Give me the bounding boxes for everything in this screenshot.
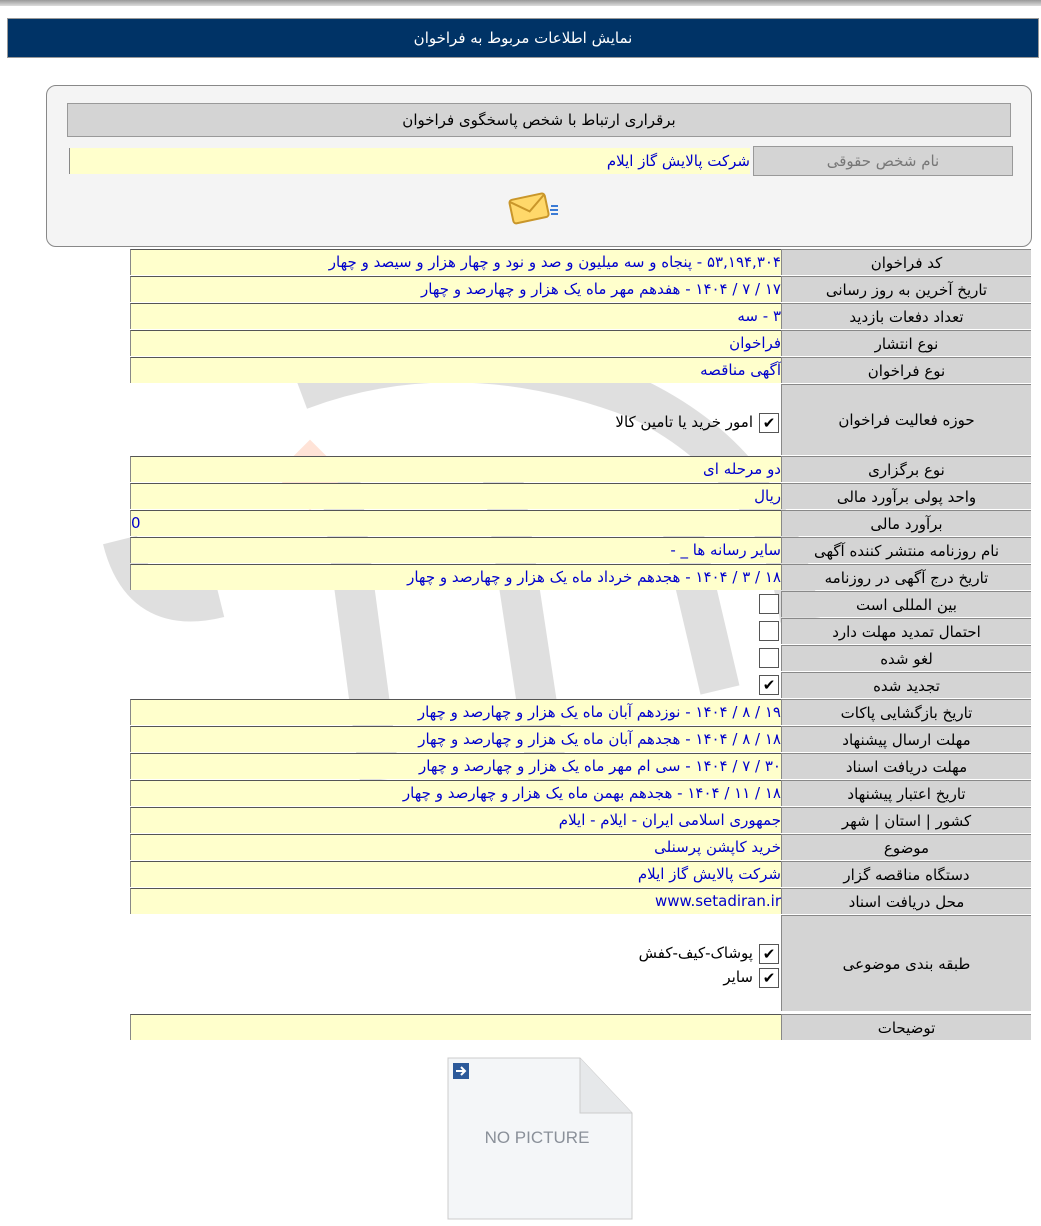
row-value: ۱۸ / ۸ / ۱۴۰۴ - هجدهم آبان ماه یک هزار و چهارصد و چهار (130, 726, 781, 752)
no-picture-text: NO PICTURE (484, 1128, 590, 1147)
table-row (130, 618, 1031, 644)
row-label: واحد پولی برآورد مالی (781, 483, 1031, 509)
no-picture-image (445, 1055, 635, 1222)
row-label: نوع فراخوان (781, 357, 1031, 383)
table-row (130, 834, 1031, 860)
row-label: نام روزنامه منتشر کننده آگهی (781, 537, 1031, 563)
row-value: ۱۸ / ۳ / ۱۴۰۴ - هجدهم خرداد ماه یک هزار و چهارصد و چهار (130, 564, 781, 590)
table-row (130, 276, 1031, 302)
row-value: جمهوری اسلامی ایران - ایلام - ایلام (130, 807, 781, 833)
row-value: 0 (130, 510, 781, 536)
row-label: کشور | استان | شهر (781, 807, 1031, 833)
row-value: فراخوان (130, 330, 781, 356)
row-label: تاریخ اعتبار پیشنهاد (781, 780, 1031, 806)
documents-link[interactable]: www.setadiran.ir (130, 888, 781, 914)
table-row (130, 357, 1031, 383)
row-value: سایر رسانه ها _ - (130, 537, 781, 563)
row-value (130, 672, 781, 698)
row-value: ۵۳,۱۹۴,۳۰۴ - پنجاه و سه میلیون و صد و نود و چهار هزار و سیصد و چهار (130, 249, 781, 275)
row-value (130, 591, 781, 617)
row-label: احتمال تمدید مهلت دارد (781, 618, 1031, 644)
row-label: مهلت دریافت اسناد (781, 753, 1031, 779)
legal-entity-label: نام شخص حقوقی (753, 146, 1013, 176)
category-item-label: سایر (723, 968, 753, 986)
details-table (130, 249, 1031, 1041)
category-item (130, 965, 781, 989)
row-label: تاریخ درج آگهی در روزنامه (781, 564, 1031, 590)
table-row (130, 303, 1031, 329)
table-row (130, 861, 1031, 887)
row-label: تجدید شده (781, 672, 1031, 698)
table-row (130, 249, 1031, 275)
table-row (130, 645, 1031, 671)
table-row (130, 1014, 1031, 1040)
top-border (0, 0, 1041, 6)
table-row (130, 753, 1031, 779)
category-checkbox[interactable]: ✔ (759, 944, 779, 964)
table-row (130, 483, 1031, 509)
category-item (130, 941, 781, 965)
row-value (130, 645, 781, 671)
table-row (130, 807, 1031, 833)
row-label: لغو شده (781, 645, 1031, 671)
row-label: برآورد مالی (781, 510, 1031, 536)
description-value (130, 1014, 781, 1040)
table-row (130, 699, 1031, 725)
category-checkbox[interactable]: ✔ (759, 968, 779, 988)
row-value (130, 384, 781, 455)
row-label: نوع انتشار (781, 330, 1031, 356)
contact-title: برقراری ارتباط با شخص پاسخگوی فراخوان (67, 103, 1011, 137)
row-label: تاریخ آخرین به روز رسانی (781, 276, 1031, 302)
table-row (130, 510, 1031, 536)
table-row (130, 888, 1031, 914)
table-row (130, 384, 1031, 455)
row-value: ریال (130, 483, 781, 509)
row-label: کد فراخوان (781, 249, 1031, 275)
table-row (130, 456, 1031, 482)
row-label: محل دریافت اسناد (781, 888, 1031, 914)
row-value: خرید کاپشن پرسنلی (130, 834, 781, 860)
table-row (130, 780, 1031, 806)
renewed-checkbox[interactable]: ✔ (759, 675, 779, 695)
row-label: بین المللی است (781, 591, 1031, 617)
row-label: نوع برگزاری (781, 456, 1031, 482)
row-label: تعداد دفعات بازدید (781, 303, 1031, 329)
category-list (130, 915, 781, 1011)
activity-label: امور خرید یا تامین کالا (615, 413, 753, 431)
contact-panel (46, 85, 1032, 247)
page-header: نمایش اطلاعات مربوط به فراخوان (7, 18, 1039, 58)
row-value: آگهی مناقصه (130, 357, 781, 383)
legal-entity-value: شرکت پالایش گاز ایلام (69, 148, 750, 174)
extension-checkbox[interactable] (759, 621, 779, 641)
activity-checkbox[interactable]: ✔ (759, 413, 779, 433)
row-label: حوزه فعالیت فراخوان (781, 384, 1031, 455)
row-value: ۱۹ / ۸ / ۱۴۰۴ - نوزدهم آبان ماه یک هزار و چهارصد و چهار (130, 699, 781, 725)
description-label: توضیحات (781, 1014, 1031, 1040)
table-row (130, 330, 1031, 356)
row-value: ۳۰ / ۷ / ۱۴۰۴ - سی ام مهر ماه یک هزار و چهارصد و چهار (130, 753, 781, 779)
envelope-icon[interactable] (507, 190, 559, 226)
table-row (130, 591, 1031, 617)
table-row (130, 915, 1031, 1011)
row-label: موضوع (781, 834, 1031, 860)
table-row (130, 564, 1031, 590)
row-label: تاریخ بازگشایی پاکات (781, 699, 1031, 725)
row-value (130, 618, 781, 644)
row-value: دو مرحله ای (130, 456, 781, 482)
row-label: مهلت ارسال پیشنهاد (781, 726, 1031, 752)
international-checkbox[interactable] (759, 594, 779, 614)
cancelled-checkbox[interactable] (759, 648, 779, 668)
category-label: طبقه بندی موضوعی (781, 915, 1031, 1011)
row-value: شرکت پالایش گاز ایلام (130, 861, 781, 887)
table-row (130, 537, 1031, 563)
table-row (130, 672, 1031, 698)
row-value: ۱۸ / ۱۱ / ۱۴۰۴ - هجدهم بهمن ماه یک هزار و چهارصد و چهار (130, 780, 781, 806)
row-label: دستگاه مناقصه گزار (781, 861, 1031, 887)
table-row (130, 726, 1031, 752)
row-value: ۳ - سه (130, 303, 781, 329)
row-value: ۱۷ / ۷ / ۱۴۰۴ - هفدهم مهر ماه یک هزار و چهارصد و چهار (130, 276, 781, 302)
category-item-label: پوشاک-کیف-کفش (638, 944, 753, 962)
